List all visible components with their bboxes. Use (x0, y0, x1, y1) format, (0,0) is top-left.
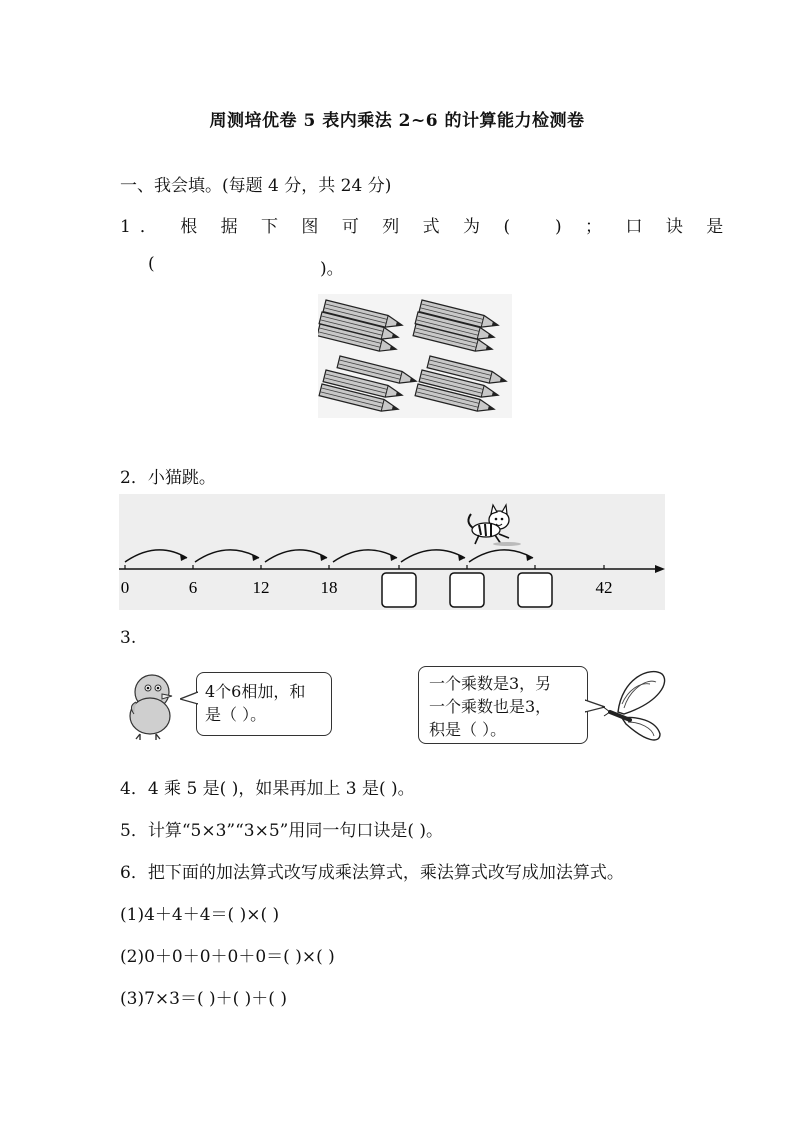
chick-icon (126, 670, 184, 740)
bubble-left-line2: 是（ ）。 (205, 705, 267, 724)
q6-item-1: (1)4＋4＋4＝( )×( ) (120, 905, 280, 925)
speech-bubble-left (196, 672, 332, 736)
q6-item-3: (3)7×3＝( )＋( )＋( ) (120, 989, 287, 1009)
section-heading: 一、我会填。(每题 4 分，共 24 分) (120, 176, 392, 196)
q4-text: 4．4 乘 5 是( )，如果再加上 3 是( )。 (120, 779, 415, 799)
answer-box-1[interactable] (382, 573, 416, 607)
q1-line1: 1． 根 据 下 图 可 列 式 为 ( (120, 217, 520, 237)
page-title: 周测培优卷 5 表内乘法 2~6 的计算能力检测卷 (209, 111, 585, 131)
q1-line2-open: ( (148, 254, 155, 274)
bubble-left-tail (180, 690, 198, 706)
q6-text: 6．把下面的加法算式改写成乘法算式，乘法算式改写成加法算式。 (120, 863, 624, 883)
q3-label: 3. (120, 628, 137, 648)
q5-text: 5．计算“5×3”“3×5”用同一句口诀是( )。 (120, 821, 443, 841)
butterfly-icon (600, 668, 668, 746)
tick-label-6: 6 (188, 578, 198, 597)
pencils-illustration (318, 294, 512, 418)
bubble-right-line3: 积是（ ）。 (429, 720, 507, 739)
answer-box-3[interactable] (518, 573, 552, 607)
tick-label-42: 42 (595, 578, 613, 597)
q1-close1: ) ； 口 诀 是 (555, 217, 733, 237)
q1-line2-close: )。 (320, 259, 344, 279)
q6-item-2: (2)0＋0＋0＋0＋0＝( )×( ) (120, 947, 335, 967)
bubble-left-line1: 4个6相加，和 (205, 682, 306, 701)
tick-label-12: 12 (252, 578, 270, 597)
speech-bubble-right (418, 666, 588, 744)
answer-box-2[interactable] (450, 573, 484, 607)
q2-label: 2．小猫跳。 (120, 468, 216, 488)
tick-label-18: 18 (320, 578, 338, 597)
number-line-figure (119, 494, 665, 610)
tick-label-0: 0 (120, 578, 130, 597)
bubble-right-line2: 一个乘数也是3， (429, 697, 552, 716)
bubble-right-line1: 一个乘数是3，另 (429, 674, 552, 693)
